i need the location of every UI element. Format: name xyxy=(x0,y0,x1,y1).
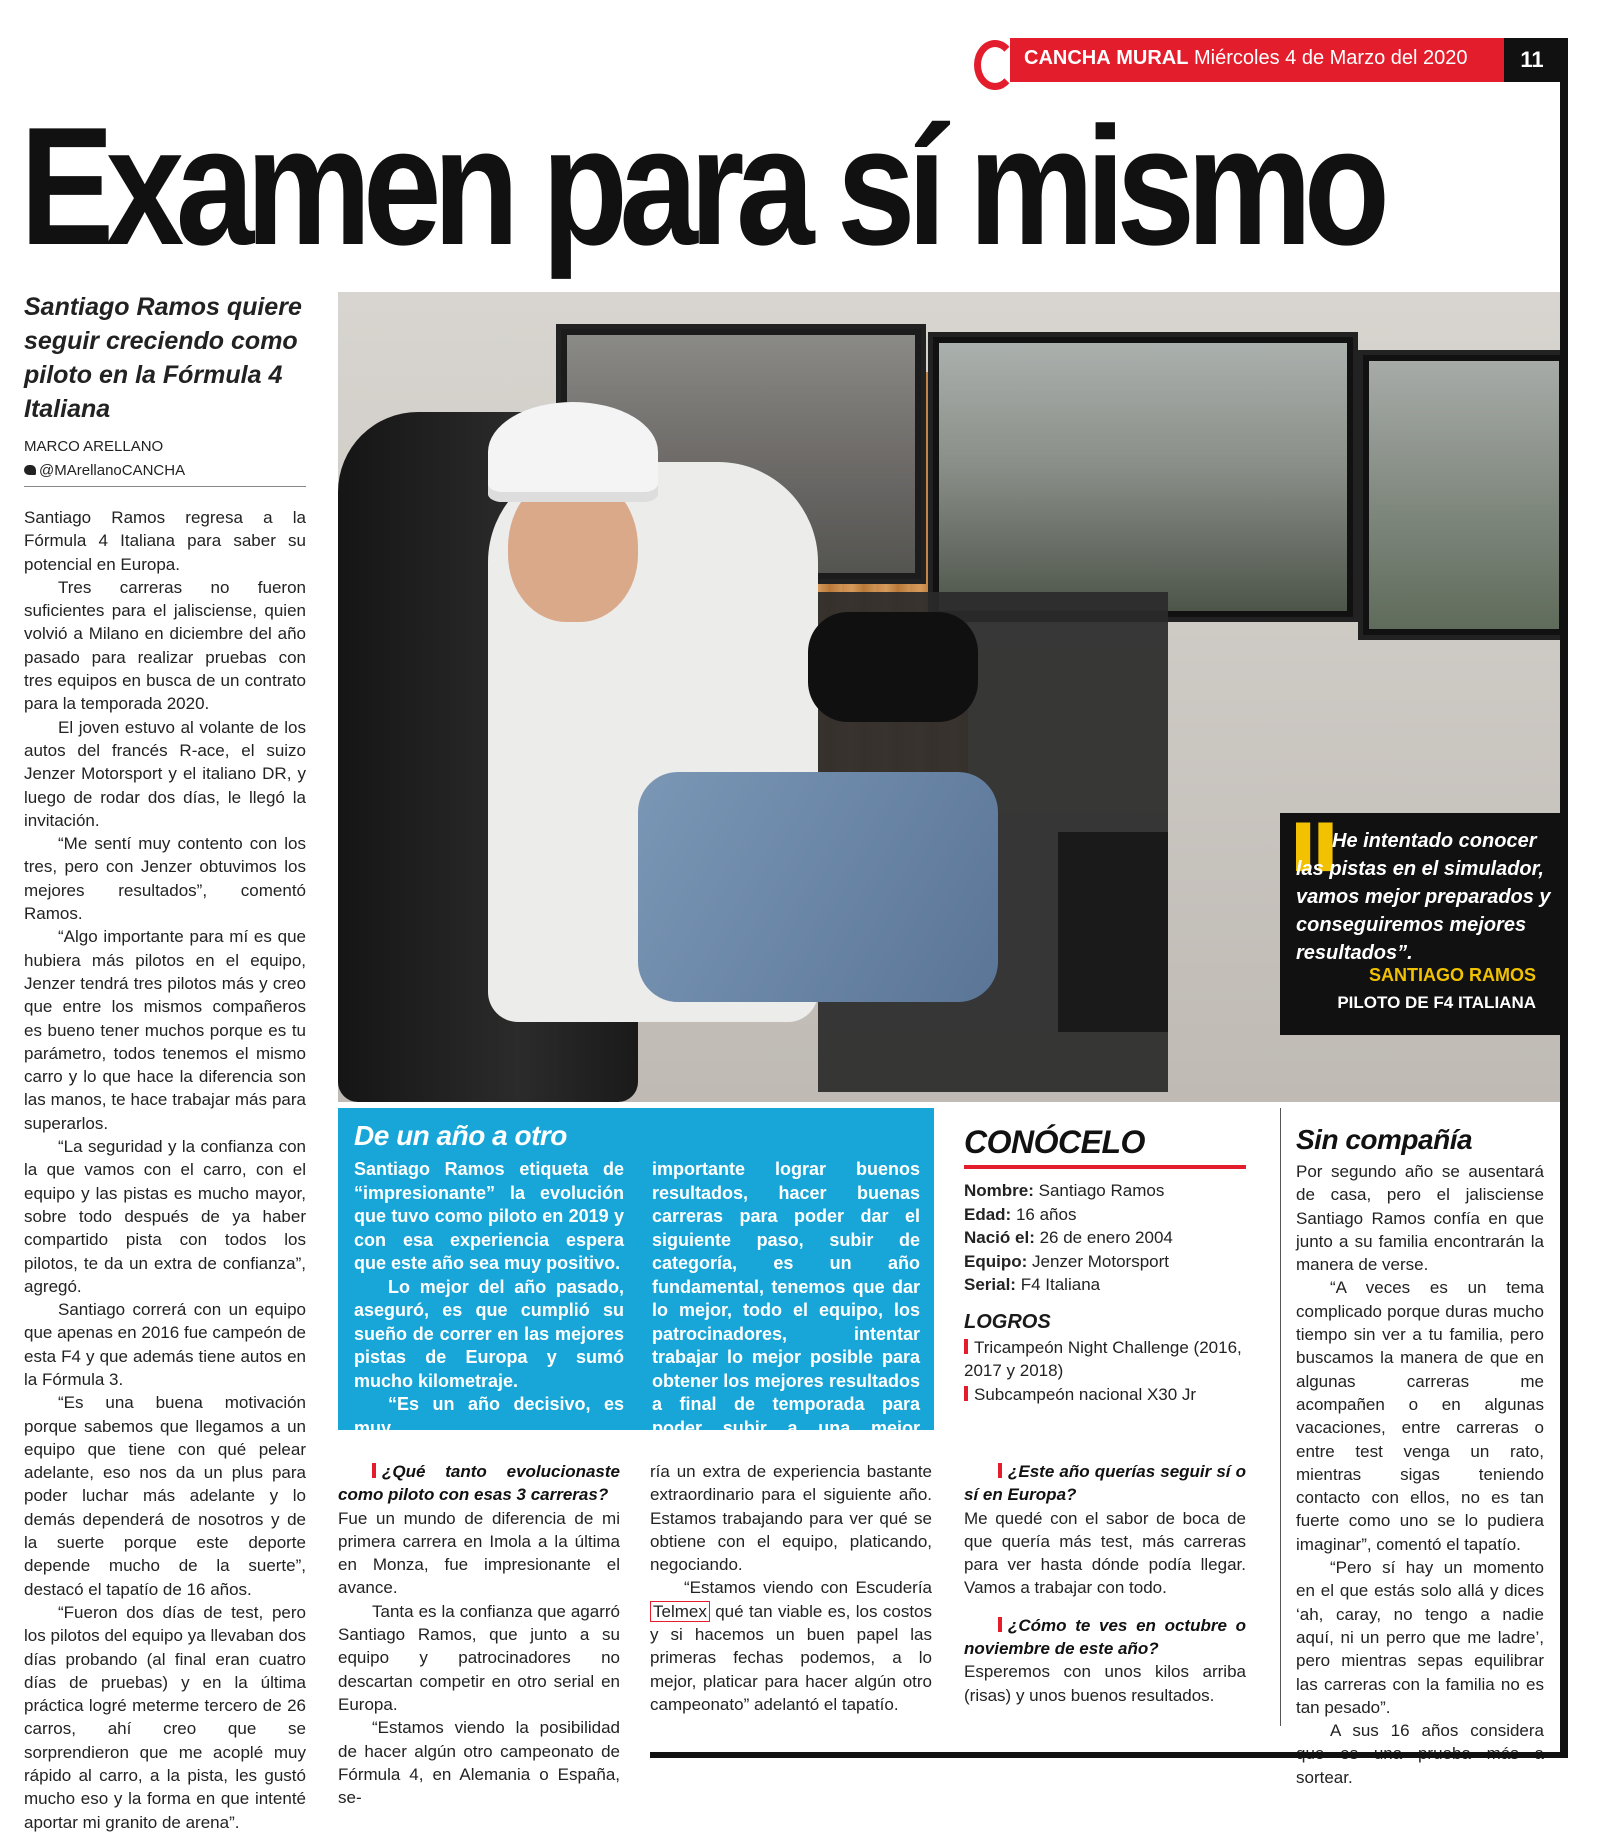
section-header-bar xyxy=(968,38,1560,82)
page-edge-rule xyxy=(1560,38,1568,1758)
subheadline: Santiago Ramos quiere seguir creciendo como piloto en la Fórmula 4 Italiana xyxy=(24,293,302,423)
paragraph: Tres carreras no fueron suficientes para el jalisciense, quien volvió a Milano en diciembre del año pasado para realizar pruebas con tres equipos en busca de un contrato para la temporada 2020. xyxy=(24,577,306,714)
paragraph: “La seguridad y la confianza con la que vamos con el carro, con el equipo y las pistas es mucho mayor, sobre todo después de ya haber compartido pista con todos los pilotos, te da un extra de confianza”, agregó. xyxy=(24,1137,306,1296)
red-bullet-icon xyxy=(964,1339,968,1354)
byline-divider xyxy=(24,486,306,487)
sidebar-box-de-un-ano-a-otro xyxy=(338,1108,934,1461)
telmex-highlight: Telmex xyxy=(650,1601,710,1622)
section-header-text: CANCHA MURAL Miércoles 4 de Marzo del 2020 xyxy=(1024,47,1468,69)
paragraph: Lo mejor del año pasado, aseguró, es que cumplió su sueño de correr en las mejores pistas de Europa y sumó mucho kilometraje. xyxy=(354,1276,624,1391)
fact-row-nombre: Nombre: Santiago Ramos xyxy=(964,1181,1165,1200)
fact-row-nacio: Nació el: 26 de enero 2004 xyxy=(964,1228,1173,1247)
paragraph: “Pero sí hay un momento en el que estás solo allá y dices ‘ah, caray, no tengo a nadie aquí, ni un perro que me ladre’, pero mientras sepas equilibrar las carreras con la familia no es tan pesado”. xyxy=(1296,1558,1544,1717)
paragraph: A sus 16 años considera sortear. xyxy=(1296,1721,1544,1787)
paragraph: Santiago Ramos etiqueta de “impresionante” la evolución que tuvo como piloto en 2019 y con esa experiencia espera que este año sea muy positivo. xyxy=(354,1159,624,1273)
paragraph: Tanta es la confianza que agarró Santiago Ramos, que junto a su equipo y patrocinadores no descartan competir en otro serial en Europa. xyxy=(338,1601,620,1714)
logro-item: Subcampeón nacional X30 Jr xyxy=(964,1383,1244,1407)
answer: Me quedé con el sabor de boca de que quería más test, más carreras para ver hasta dónde podía llegar. Vamos a trabajar con todo. xyxy=(964,1508,1246,1598)
logros-title: LOGROS xyxy=(964,1310,1051,1333)
paragraph: “Es una buena motivación porque sabemos que llegamos a un equipo que tiene con qué pelear adelante, eso nos da un plus para poder luchar más adelante y lo demás dependerá de nosotros y de la suerte porque este deporte depende mucho de la suerte”, destacó el tapatío de 16 años. xyxy=(24,1393,306,1599)
pull-quote-name: SANTIAGO RAMOS xyxy=(1368,965,1536,985)
pull-quote-role: PILOTO DE F4 ITALIANA xyxy=(1337,993,1536,1012)
main-article-column xyxy=(24,506,306,1834)
question: ¿Este año querías seguir sí o sí en Europa? xyxy=(964,1462,1246,1505)
monitor-right xyxy=(1358,350,1560,640)
paragraph: “Me sentí muy contento con los tres, pero con Jenzer obtuvimos los mejores resultados”, comentó Ramos. xyxy=(24,834,306,924)
paragraph: “Fueron dos días de test, pero los pilotos del equipo ya llevaban dos días probando (al final eran cuatro días de pruebas) y en la última práctica logré meterme tercero de 26 carros, ahí creo que se sorprendieron que me acoplé muy rápido al carro, a la pista, les gustó mucho eso y la forma en que intenté aportar mi granito de arena”. xyxy=(24,1602,306,1832)
qa-column-1 xyxy=(338,1460,620,1809)
steering-wheel xyxy=(808,612,978,722)
question: ¿Cómo te ves en octubre o noviembre de este año? xyxy=(964,1615,1246,1659)
fact-row-edad: Edad: 16 años xyxy=(964,1204,1077,1224)
paragraph: Santiago Ramos regresa a la Fórmula 4 Italiana para saber su potencial en Europa. xyxy=(24,508,306,574)
fact-row-serial: Serial: F4 Italiana xyxy=(964,1275,1101,1294)
paragraph: “Estamos viendo con Escudería Telmex qué tan viable es, los costos y si hacemos un buen papel las primeras fechas podemos, a lo mejor, platicar para hacer algún otro campeonato” adelantó el tapatío. xyxy=(650,1578,932,1714)
red-bullet-icon xyxy=(372,1463,376,1478)
conocelo-rule xyxy=(964,1165,1246,1169)
red-bullet-icon xyxy=(998,1617,1002,1632)
headline: Examen para sí mismo xyxy=(20,92,1382,280)
byline-author: MARCO ARELLANO xyxy=(24,438,164,455)
conocelo-title: CONÓCELO xyxy=(964,1124,1145,1160)
sin-compania-title: Sin compañía xyxy=(1296,1124,1473,1155)
qa-column-3 xyxy=(964,1460,1246,1707)
pull-quote-box xyxy=(1280,813,1560,1035)
question: ¿Qué tanto evolucionaste como piloto con esas 3 carreras? xyxy=(338,1462,620,1505)
paragraph: “Es un año decisivo, es muy xyxy=(354,1394,624,1438)
paragraph: importante lograr buenos resultados, hacer buenas carreras para poder dar el siguiente paso, subir de categoría, es un año fundamental, tenemos que dar lo mejor, todo el equipo, los patrocinadores, intentar trabajar lo mejor posible para obtener los mejores resultados a final de temporada para poder subir a una mejor categoría” dijo. xyxy=(652,1159,920,1461)
page-number: 11 xyxy=(1504,38,1560,82)
conocelo-box xyxy=(964,1124,1244,1406)
qa-column-2 xyxy=(650,1460,932,1716)
twitter-bird-icon xyxy=(24,465,36,475)
fact-row-equipo: Equipo: Jenzer Motorsport xyxy=(964,1251,1169,1271)
gear-shifter xyxy=(1058,832,1168,1032)
driver-cap xyxy=(488,402,658,502)
answer: Fue un mundo de diferencia de mi primera carrera en Imola a la última en Monza, fue impresionante el avance. xyxy=(338,1508,620,1598)
answer: Esperemos con unos kilos arriba (risas) y unos buenos resultados. xyxy=(964,1662,1246,1705)
paragraph: El joven estuvo al volante de los autos del francés R-ace, el suizo Jenzer Motorsport y el italiano DR, y luego de rodar dos días, le llegó la invitación. xyxy=(24,717,306,830)
red-bullet-icon xyxy=(998,1463,1002,1478)
box-column-right xyxy=(652,1158,920,1464)
quote-mark-icon: ▌▌ xyxy=(1296,824,1341,868)
logro-item: Tricampeón Night Challenge (2016, 2017 y 2018) xyxy=(964,1337,1242,1380)
byline-twitter[interactable]: @MArellanoCANCHA xyxy=(24,462,185,479)
paragraph: “Estamos viendo la posibilidad de hacer algún otro campeonato de Fórmula 4, en Alemania o España, se- xyxy=(338,1718,620,1808)
sin-compania-column xyxy=(1296,1160,1544,1789)
pull-quote-text: He intentado conocer las pistas en el simulador, vamos mejor preparados y conseguiremos mejores resultados”. xyxy=(1296,830,1551,964)
red-bullet-icon xyxy=(964,1386,968,1401)
paragraph: ría un extra de experiencia bastante extraordinario para el siguiente año. Estamos trabajando para ver qué se obtiene con el equipo, platicando, negociando. xyxy=(650,1462,932,1575)
driver-jeans xyxy=(638,772,998,1002)
box-column-left xyxy=(354,1158,624,1440)
paragraph: Por segundo año se ausentará de casa, pero el jalisciense Santiago Ramos confía en que junto a su familia encontrarán la manera de verse. xyxy=(1296,1162,1544,1275)
bottom-rule xyxy=(650,1752,1568,1758)
monitor-center xyxy=(928,332,1358,622)
column-divider xyxy=(1280,1108,1281,1726)
paragraph: “A veces es un tema complicado porque duras mucho tiempo sin ver a tu familia, pero buscamos la manera de que en algunas carreras me acompañen o en algunas vacaciones, entre carreras o entre test venga un rato, mientras sigas teniendo contacto con ellos, no es tan fuerte como uno se lo pudiera imaginar”, comentó el tapatío. xyxy=(1296,1278,1544,1554)
box-title: De un año a otro xyxy=(354,1120,567,1151)
paragraph: “Algo importante para mí es que hubiera más pilotos en el equipo, Jenzer tendrá tres pilotos más y creo que entre los mismos compañeros es bueno tener muchos porque es tu parámetro, todos tenemos el mismo carro y lo que hace la diferencia son las manos, te hace trabajar más para superarlos. xyxy=(24,927,306,1133)
cancha-logo-icon xyxy=(968,38,1010,82)
paragraph: Santiago correrá con un equipo que apenas en 2016 fue campeón de esta F4 y que además tiene autos en la Fórmula 3. xyxy=(24,1300,306,1389)
